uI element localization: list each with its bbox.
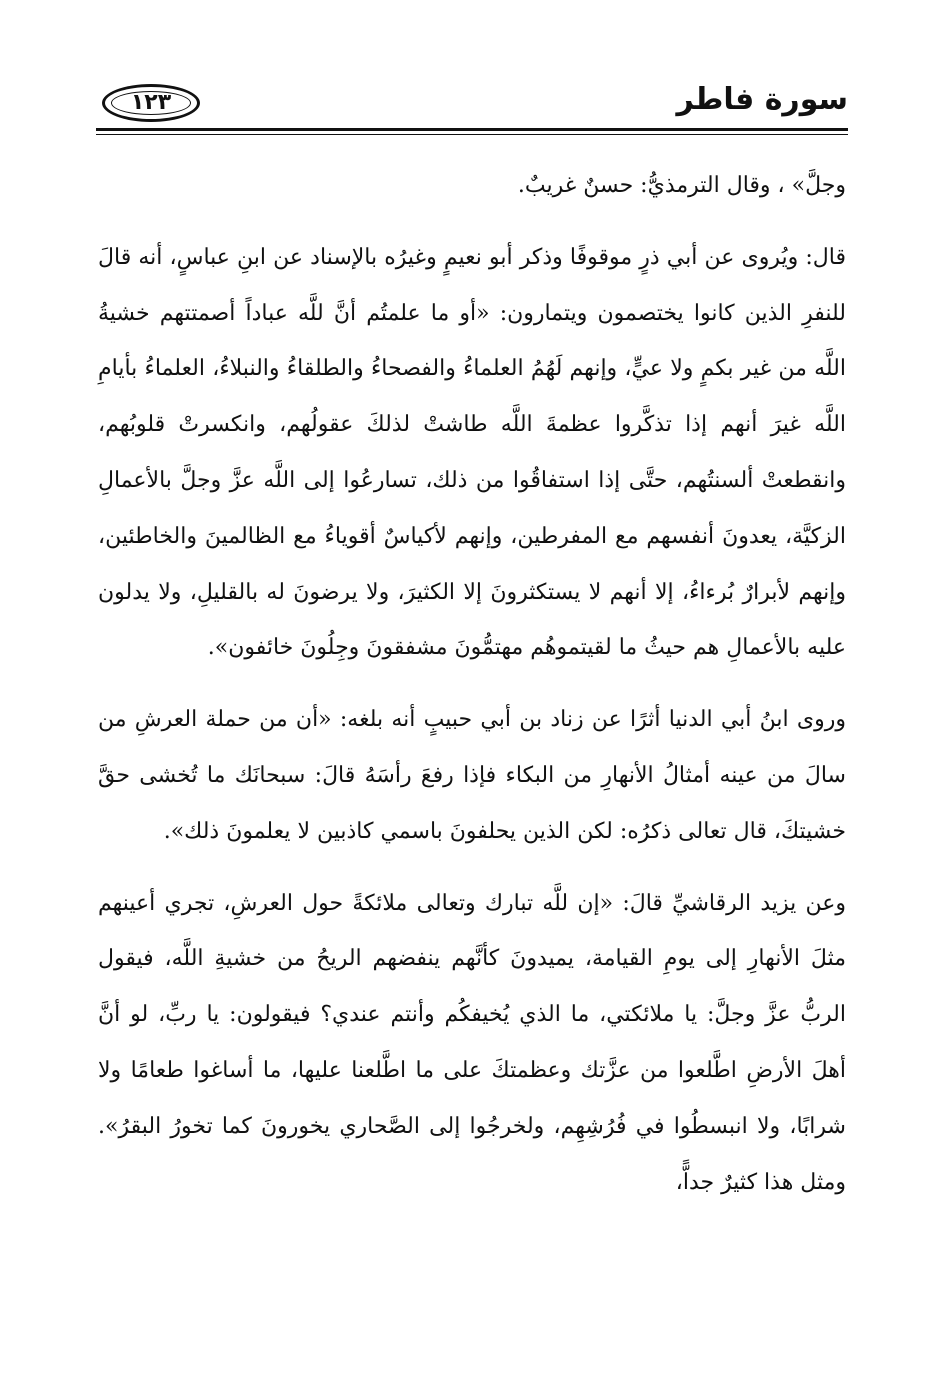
page-number: ١٢٣: [130, 90, 172, 115]
page-header: [96, 70, 848, 140]
header-rule-thin: [96, 134, 848, 135]
paragraph-1: وجلَّ» ، وقال الترمذيُّ: حسنٌ غريبٌ.: [517, 173, 846, 198]
surah-title: سورة فاطر: [676, 82, 848, 117]
page-number-badge-inner: [111, 91, 191, 115]
header-rule-thick: [96, 128, 848, 131]
paragraph-2: قال: ويُروى عن أبي ذرٍ موقوفًا وذكر أبو نعيمٍ وغيرُه بالإسناد عن ابنِ عباسٍ، أنه قالَ للنفرِ الذين كانوا يختصمون ويتمارون: «أو ما علمتُم أنَّ للَّه عباداً أصمتتهم خشيةُ اللَّه من غير بكمٍ ولا عيٍّ، وإنهم لَهُمُ العلماءُ والفصحاءُ والطلقاءُ والنبلاءُ، العلماءُ بأيامِ اللَّه غيرَ أنهم إذا تذكَّروا عظمةَ اللَّه طاشتْ لذلكَ عقولُهم، وانكسرتْ قلوبُهم، وانقطعتْ ألسنتُهم، حتَّى إذا استفاقُوا من ذلك، تسارعُوا إلى اللَّه عزَّ وجلَّ بالأعمالِ الزكيَّة، يعدونَ أنفسهم مع المفرطين، وإنهم لأكياسٌ أقوياءُ مع الظالمينَ والخاطئين، وإنهم لأبرارٌ بُرءاءُ، إلا أنهم لا يستكثرونَ إلا الكثيرَ، ولا يرضونَ له بالقليلِ، ولا يدلون عليه بالأعمالِ هم حيثُ ما لقيتموهُم مهتمُّونَ مشفقونَ وجِلُونَ خائفون».: [98, 244, 847, 661]
page-number-badge: [102, 84, 200, 122]
paragraph-4: وعن يزيد الرقاشيِّ قالَ: «إن للَّه تبارك وتعالى ملائكةً حول العرشِ، تجري أعينهم مثلَ الأنهارِ إلى يومِ القيامة، يميدونَ كأنَّهم ينفضهم الريحُ من خشيةِ اللَّه، فيقول الربُّ عزَّ وجلَّ: يا ملائكتي، ما الذي يُخيفكُم وأنتم عندي؟ فيقولون: يا ربِّ، لو أنَّ أهلَ الأرضِ اطَّلعوا من عزَّتك وعظمتكَ على ما اطَّلعنا عليها، ما أساغوا طعامًا ولا شرابًا، ولا انبسطُوا في فُرُشِهِم، ولخرجُوا إلى الصَّحاري يخورونَ كما تخورُ البقرُ». ومثل هذا كثيرٌ جداًّ،: [98, 890, 846, 1195]
body-text: [98, 158, 846, 1210]
paragraph-3: وروى ابنُ أبي الدنيا أثرًا عن زناد بن أبي حبيبٍ أنه بلغه: «أن من حملة العرشِ من سالَ من عينه أمثالُ الأنهارِ من البكاء فإذا رفعَ رأسَهُ قالَ: سبحانَك ما تُخشى حقَّ خشيتكَ، قال تعالى ذكرُه: لكن الذين يحلفونَ باسمي كاذبين لا يعلمونَ ذلك».: [98, 707, 846, 844]
